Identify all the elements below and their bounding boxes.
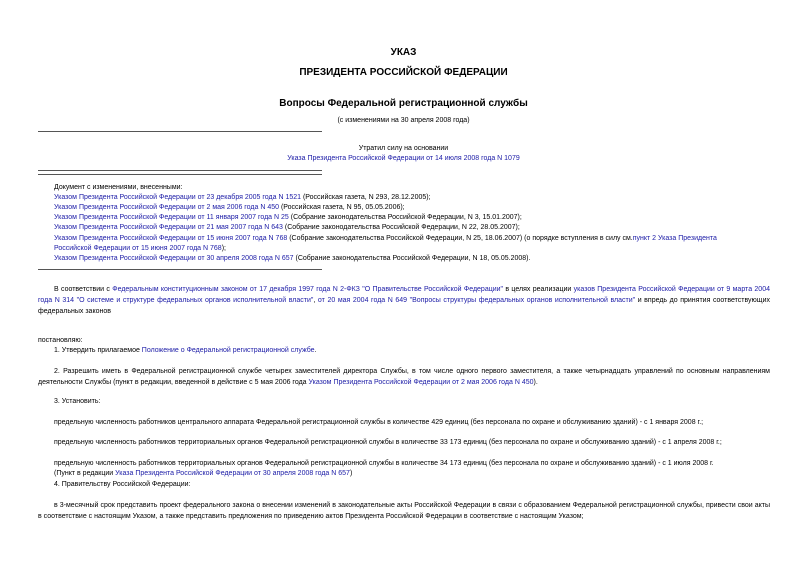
list-item: Указом Президента Российской Федерации от 30 апреля 2008 года N 657 (Собрание законодательства Российской Федерации, N 18, 05.05.2008). bbox=[54, 255, 531, 262]
item-1: 1. Утвердить прилагаемое Положение о Федеральной регистрационной службе. bbox=[54, 347, 317, 354]
list-item: Указом Президента Российской Федерации от 15 июня 2007 года N 768 (Собрание законодательства Российской Федерации, N 25, 18.06.2007) (о порядке вступления в силу см.пункт 2 Указа Президента bbox=[54, 235, 717, 242]
sub-item-1: предельную численность работников центрального аппарата Федеральной регистрационной службы в количестве 429 единиц (без персонала по охране и обслуживанию зданий) - с 1 января 2008 г.; bbox=[54, 419, 704, 426]
doc-heading: Вопросы Федеральной регистрационной службы bbox=[279, 98, 528, 109]
decree-word: постановляю: bbox=[38, 337, 83, 344]
void-link[interactable]: Указа Президента Российской Федерации от 14 июля 2008 года N 1079 bbox=[287, 155, 520, 162]
void-label: Утратил силу на основании bbox=[358, 145, 449, 152]
changes-intro: Документ с изменениями, внесенными: bbox=[54, 184, 183, 191]
item-4: 4. Правительству Российской Федерации: bbox=[54, 481, 191, 488]
doc-title: УКАЗ bbox=[390, 47, 417, 58]
preamble: В соответствии с Федеральным конституционным законом от 17 декабря 1997 года N 2-ФКЗ "О Правительстве Российской Федерации" в целях реализации указов Президента Российской Федерации от 9 марта 2004 года N 314 "О системе и структуре федеральных органов исполнительной власти", от 20 мая 2004 года N 649 "Вопросы структуры федеральных органов исполнительной власти" и впредь до принятия соответствующих федеральных законов bbox=[38, 286, 770, 315]
list-item: Указом Президента Российской Федерации от 11 января 2007 года N 25 (Собрание законодательства Российской Федерации, N 3, 15.01.2007); bbox=[54, 214, 522, 221]
list-item: Российской Федерации от 15 июня 2007 года N 768); bbox=[54, 245, 226, 252]
divider bbox=[38, 170, 322, 171]
list-item: Указом Президента Российской Федерации от 23 декабря 2005 года N 1521 (Российская газета, N 293, 28.12.2005); bbox=[54, 194, 431, 201]
doc-edition: (с изменениями на 30 апреля 2008 года) bbox=[337, 117, 470, 124]
item-4-text: в 3-месячный срок представить проект федерального закона о внесении изменений в законодательные акты Российской Федерации в связи с образованием Федеральной регистрационной службы, привести свои акты в соответствие с настоящим Указом, а также представить предложения по приведению актов Президента Российской Федерации в соответствие с настоящим Указом; bbox=[38, 502, 770, 520]
item-3: 3. Установить: bbox=[54, 398, 101, 405]
divider bbox=[38, 269, 322, 270]
item-2: 2. Разрешить иметь в Федеральной регистрационной службе четырех заместителей директора Службы, в том числе одного первого заместителя, а также четырнадцать управлений по основным направлениям деятельности Службы (пункт в редакции, введенной в действие с 5 мая 2006 года Указом Президента Российской Федерации от 2 мая 2006 года N 450). bbox=[38, 368, 770, 386]
sub-item-2: предельную численность работников территориальных органов Федеральной регистрационной службы в количестве 33 173 единиц (без персонала по охране и обслуживанию зданий) - с 1 апреля 2008 г.; bbox=[54, 439, 722, 446]
doc-subtitle: ПРЕЗИДЕНТА РОССИЙСКОЙ ФЕДЕРАЦИИ bbox=[299, 67, 508, 78]
list-item: Указом Президента Российской Федерации от 2 мая 2006 года N 450 (Российская газета, N 95, 05.05.2006); bbox=[54, 204, 405, 211]
sub-item-3-note: (Пункт в редакции Указа Президента Российской Федерации от 30 апреля 2008 года N 657) bbox=[54, 470, 353, 477]
divider bbox=[38, 174, 322, 175]
list-item: Указом Президента Российской Федерации от 21 мая 2007 года N 643 (Собрание законодательства Российской Федерации, N 22, 28.05.2007); bbox=[54, 224, 520, 231]
sub-item-3: предельную численность работников территориальных органов Федеральной регистрационной службы в количестве 34 173 единиц (без персонала по охране и обслуживанию зданий) - с 1 июля 2008 г. bbox=[54, 460, 714, 467]
divider bbox=[38, 131, 322, 132]
